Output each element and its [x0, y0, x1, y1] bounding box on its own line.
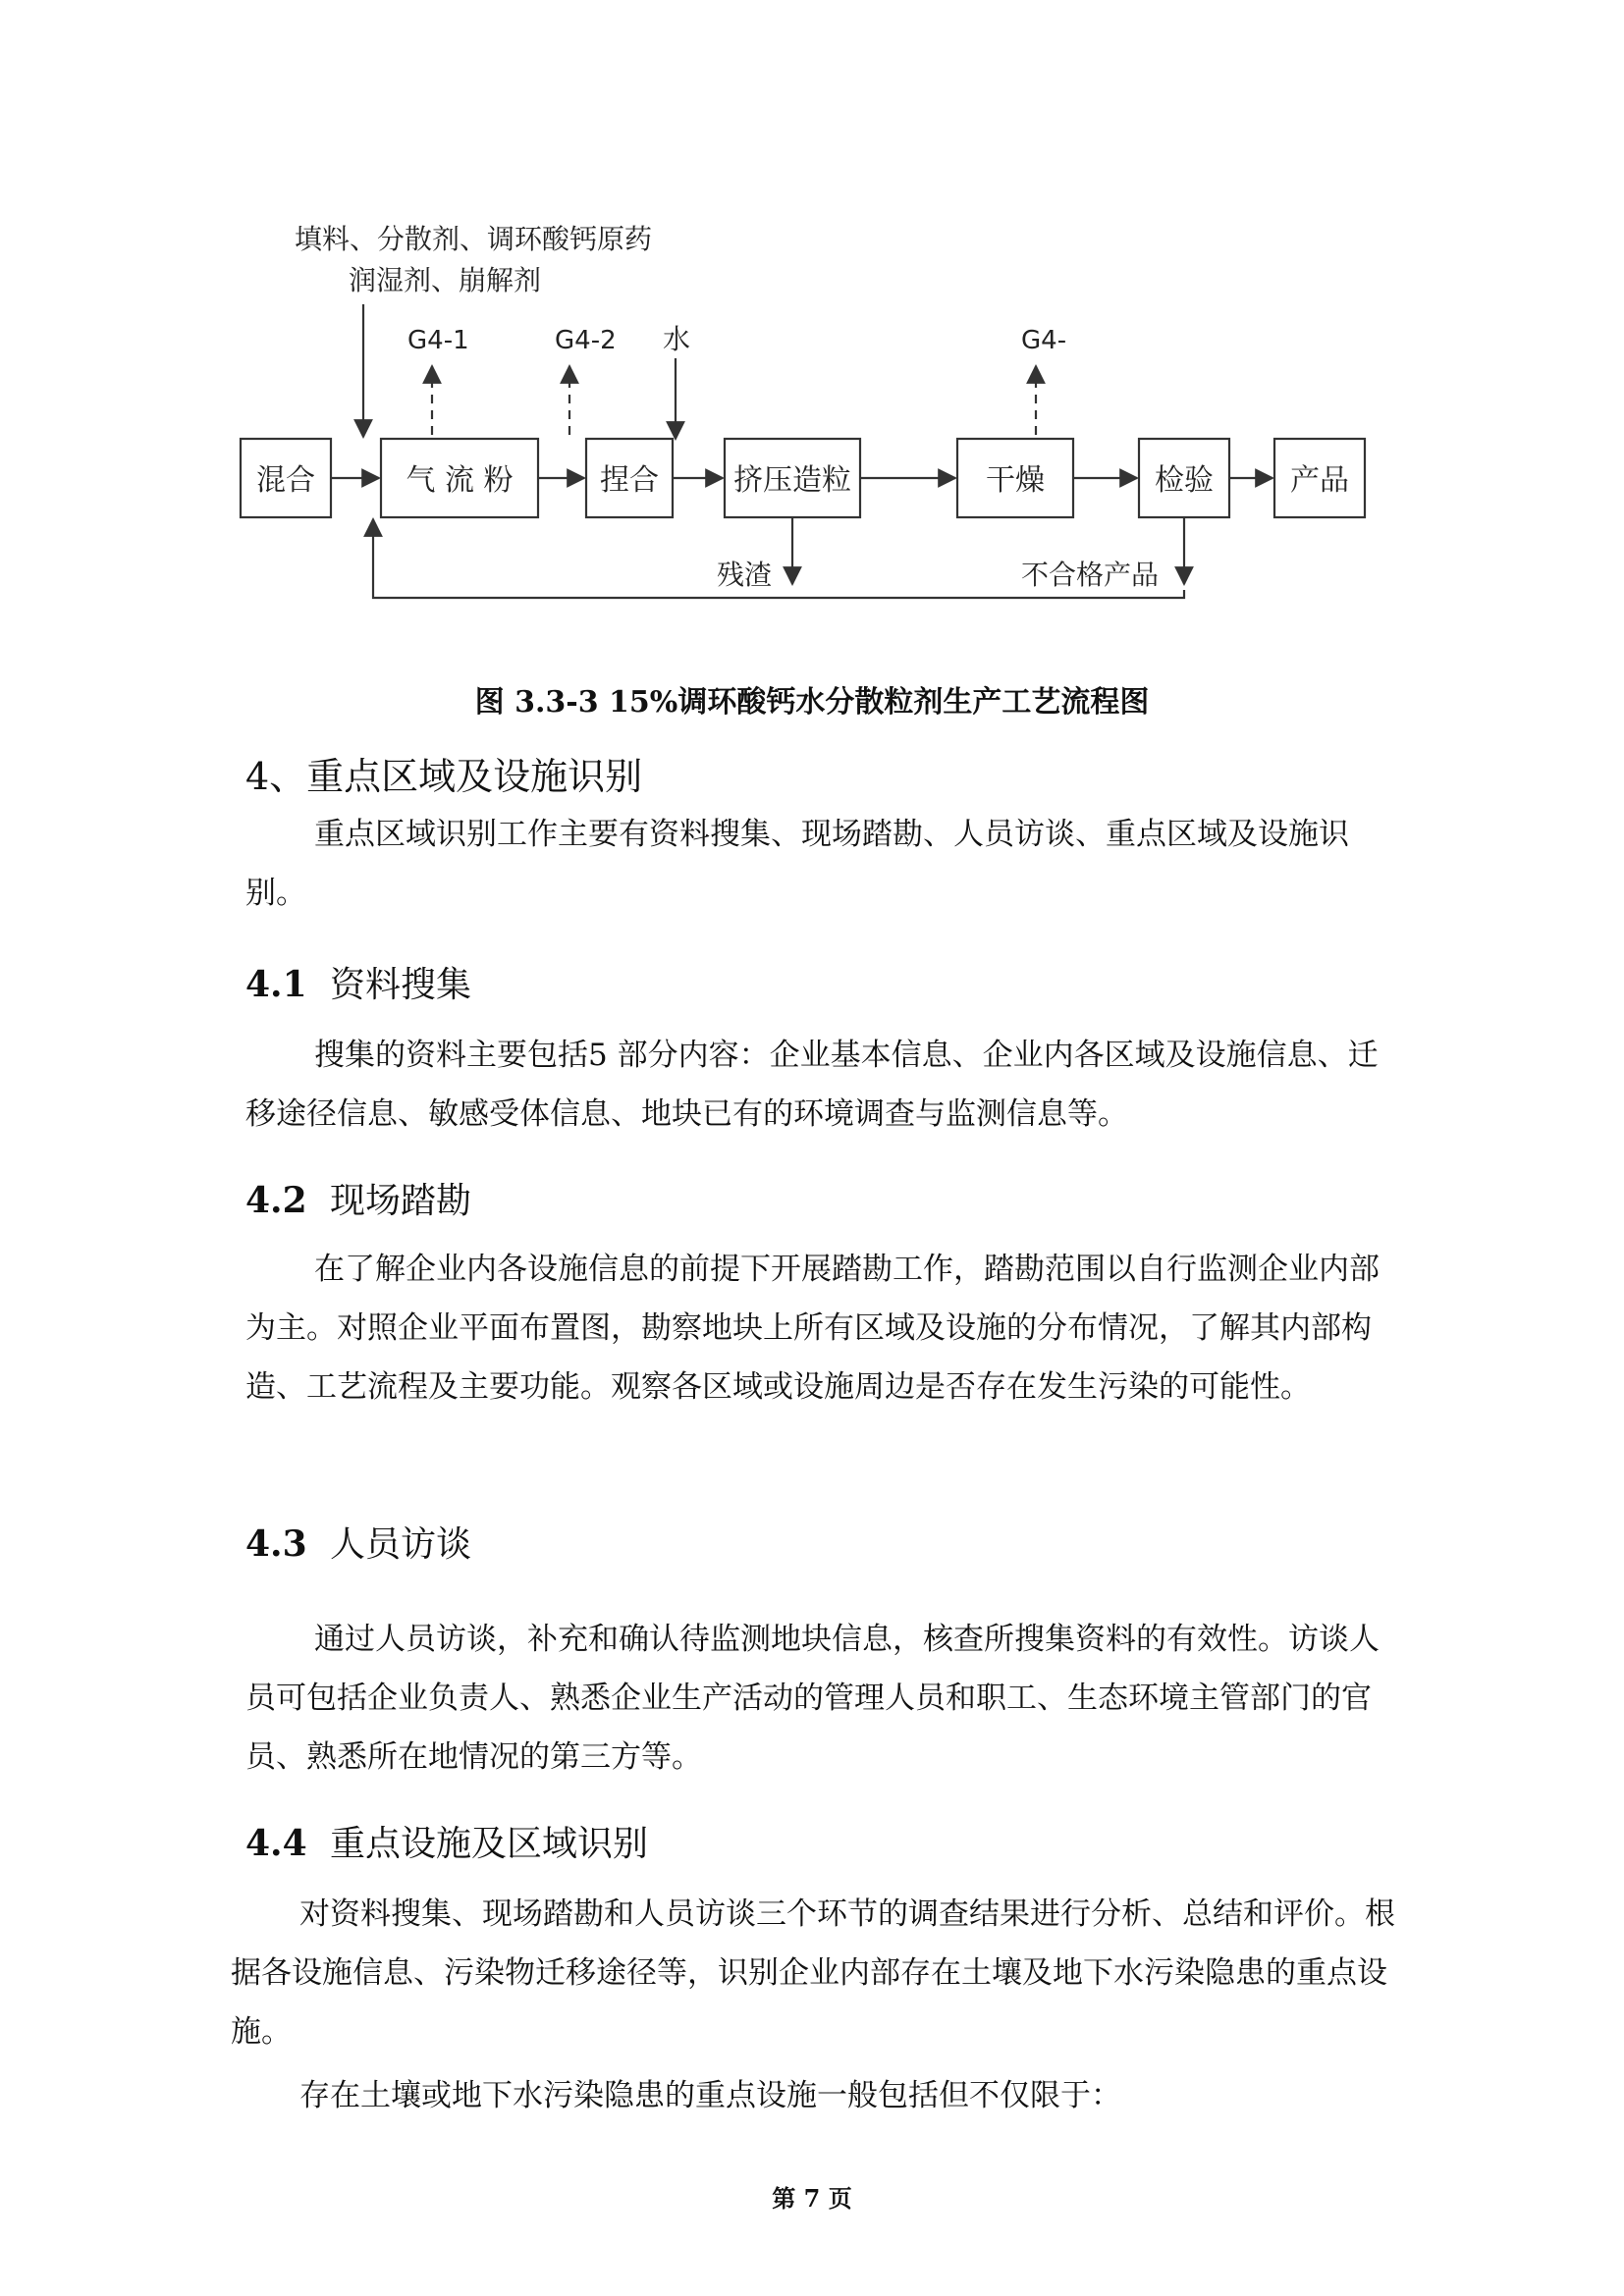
residue-label: 残渣 — [717, 559, 773, 591]
section-4-4-number: 4.4 — [245, 1823, 307, 1864]
step-box-knead — [586, 439, 673, 517]
section-4-1-title: 资料搜集 — [330, 965, 472, 1005]
step-box-extrude — [725, 439, 860, 517]
section-4-3-title: 人员访谈 — [330, 1524, 472, 1565]
step-label-airflow-mill: 气 流 粉 — [406, 463, 514, 498]
step-label-mix: 混合 — [256, 463, 315, 498]
step-box-dry — [957, 439, 1073, 517]
step-label-dry: 干燥 — [986, 463, 1045, 498]
section-4-3-text: 通过人员访谈，补充和确认待监测地块信息，核查所搜集资料的有效性。访谈人员可包括企业负责人、熟悉企业生产活动的管理人员和职工、生态环境主管部门的官员、熟悉所在地情况的第三方等。 — [245, 1622, 1380, 1775]
step-box-inspect — [1139, 439, 1229, 517]
step-box-airflow-mill — [381, 439, 538, 517]
section-4-2-heading — [245, 1173, 471, 1223]
emission-label-g41: G4-1 — [407, 326, 469, 355]
step-box-product — [1274, 439, 1365, 517]
section-4-3-number: 4.3 — [245, 1523, 307, 1565]
section-4-1-heading — [245, 957, 471, 1007]
section-4-2-number: 4.2 — [245, 1180, 307, 1221]
step-label-knead: 捏合 — [600, 463, 659, 498]
page-number: 第 7 页 — [772, 2184, 852, 2213]
reject-label: 不合格产品 — [1021, 559, 1160, 591]
inputs-label-line1: 填料、分散剂、调环酸钙原药 — [295, 223, 653, 255]
section-4-title: 4、重点区域及设施识别 — [245, 755, 643, 798]
process-flow-diagram — [256, 211, 1414, 614]
section-4-2-text: 在了解企业内各设施信息的前提下开展踏勘工作，踏勘范围以自行监测企业内部为主。对照企业平面布置图，勘察地块上所有区域及设施的分布情况，了解其内部构造、工艺流程及主要功能。观察各区域或设施周边是否存在发生污染的可能性。 — [245, 1252, 1380, 1405]
section-4-3-heading — [245, 1517, 471, 1567]
step-label-inspect: 检验 — [1155, 463, 1214, 498]
figure-caption: 图 3.3-3 15%调环酸钙水分散粒剂生产工艺流程图 — [474, 685, 1150, 720]
section-4-4-text-1: 对资料搜集、现场踏勘和人员访谈三个环节的调查结果进行分析、总结和评价。根据各设施信息、污染物迁移途径等，识别企业内部存在土壤及地下水污染隐患的重点设施。 — [231, 1896, 1395, 2050]
step-label-extrude: 挤压造粒 — [733, 463, 851, 498]
section-4-1-number: 4.1 — [245, 964, 307, 1005]
section-4-intro: 重点区域识别工作主要有资料搜集、现场踏勘、人员访谈、重点区域及设施识别。 — [245, 817, 1349, 911]
step-box-mix — [241, 439, 331, 517]
section-4-2-title: 现场踏勘 — [330, 1181, 472, 1221]
emission-label-g42: G4-2 — [555, 326, 617, 355]
emission-label-g4: G4- — [1021, 326, 1067, 355]
section-4-1-text: 搜集的资料主要包括5 部分内容：企业基本信息、企业内各区域及设施信息、迁移途径信息、敏感受体信息、地块已有的环境调查与监测信息等。 — [245, 1038, 1379, 1132]
water-label: 水 — [663, 323, 691, 355]
step-label-product: 产品 — [1290, 463, 1349, 498]
section-4-4-heading — [245, 1816, 648, 1866]
inputs-label-line2: 润湿剂、崩解剂 — [349, 264, 542, 296]
section-4-4-title: 重点设施及区域识别 — [330, 1824, 649, 1864]
section-4-4-text-2: 存在土壤或地下水污染隐患的重点设施一般包括但不仅限于： — [299, 2078, 1121, 2113]
